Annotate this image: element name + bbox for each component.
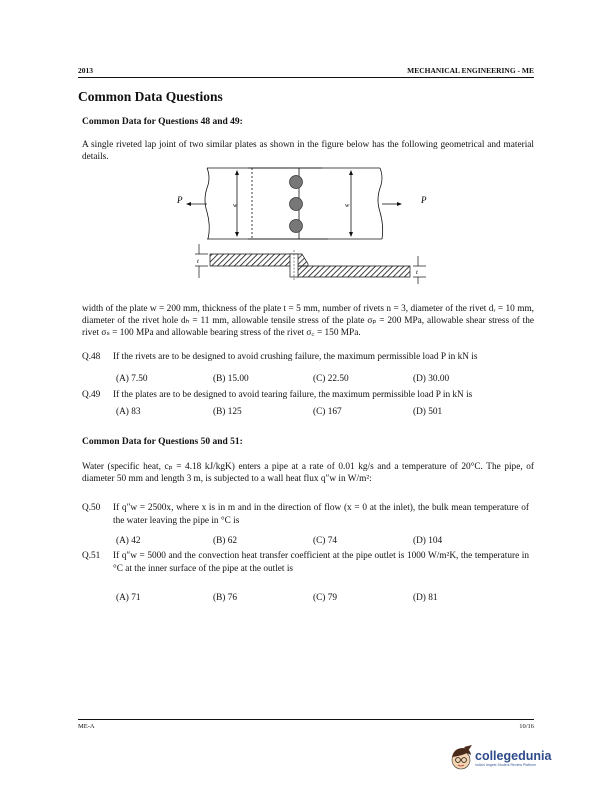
group1-title: Common Data for Questions 48 and 49:	[82, 117, 243, 127]
group2-intro: Water (specific heat, cₚ = 4.18 kJ/kgK) enters a pipe at a rate of 0.01 kg/s and a temperature of 20°C. The pipe, of diameter 50 mm and length 3 m, is subjected to a wall heat flux q″w in W/m²:	[82, 462, 534, 484]
footer-rule	[78, 719, 534, 720]
header-rule	[78, 77, 534, 78]
question-text: If the rivets are to be designed to avoid crushing failure, the maximum permissible load P in kN is	[113, 352, 478, 362]
option-c: (C) 22.50	[313, 374, 349, 384]
option-c: (C) 167	[313, 407, 342, 417]
lap-joint-figure	[170, 160, 440, 285]
thickness-label-left: t	[197, 258, 199, 265]
option-c: (C) 79	[313, 593, 338, 603]
width-label-right: w	[345, 202, 350, 209]
exam-year: 2013	[78, 66, 93, 75]
option-a: (A) 42	[116, 536, 141, 546]
question-text: If the plates are to be designed to avoid tearing failure, the maximum permissible load P in kN is	[113, 390, 473, 400]
option-d: (D) 30.00	[413, 374, 450, 384]
width-label-left: w	[233, 202, 238, 209]
option-d: (D) 81	[413, 593, 438, 603]
group1-intro: A single riveted lap joint of two similar plates as shown in the figure below has the following geometrical and material details.	[82, 140, 534, 162]
question-number: Q.48	[82, 352, 101, 362]
option-a: (A) 71	[116, 593, 141, 603]
option-b: (B) 62	[213, 536, 238, 546]
option-a: (A) 7.50	[116, 374, 148, 384]
mascot-icon	[450, 745, 472, 771]
brand-tagline: India's largest Student Review Platform	[475, 763, 536, 767]
question-text: If q″w = 2500x, where x is in m and in the direction of flow (x = 0 at the inlet), the bulk mean temperature of the water leaving the pipe in °C is	[113, 503, 529, 526]
load-label-right: P	[421, 195, 427, 205]
paper-name: MECHANICAL ENGINEERING - ME	[407, 66, 534, 75]
question-number: Q.50	[82, 503, 101, 513]
brand-name: collegedunia	[475, 749, 552, 763]
thickness-label-right: t	[416, 269, 418, 276]
page-number: 10/16	[519, 723, 534, 730]
option-d: (D) 501	[413, 407, 443, 417]
group1-data: width of the plate w = 200 mm, thickness of the plate t = 5 mm, number of rivets n = 3, diameter of the rivet dᵣ = 10 mm, diameter of the rivet hole dₕ = 11 mm, allowable tensile stress of the plate σₚ = 200 MPa, allowable shear stress of the rivet σₛ = 100 MPa and allowable bearing stress of the rivet σ꜀ = 150 MPa.	[82, 304, 534, 338]
option-a: (A) 83	[116, 407, 141, 417]
collegedunia-watermark	[450, 745, 551, 771]
option-d: (D) 104	[413, 536, 443, 546]
section-view	[210, 250, 410, 280]
option-b: (B) 76	[213, 593, 238, 603]
option-b: (B) 125	[213, 407, 242, 417]
option-c: (C) 74	[313, 536, 338, 546]
question-number: Q.51	[82, 551, 101, 561]
load-label-left: P	[177, 195, 183, 205]
question-text: If q″w = 5000 and the convection heat transfer coefficient at the pipe outlet is 1000 W/m²K, the temperature in °C at the inner surface of the pipe at the outlet is	[113, 551, 529, 574]
section-title: Common Data Questions	[78, 89, 223, 104]
group2-title: Common Data for Questions 50 and 51:	[82, 437, 243, 447]
rivet-icons	[290, 176, 303, 233]
paper-code: ME-A	[78, 723, 95, 730]
question-number: Q.49	[82, 390, 101, 400]
option-b: (B) 15.00	[213, 374, 249, 384]
